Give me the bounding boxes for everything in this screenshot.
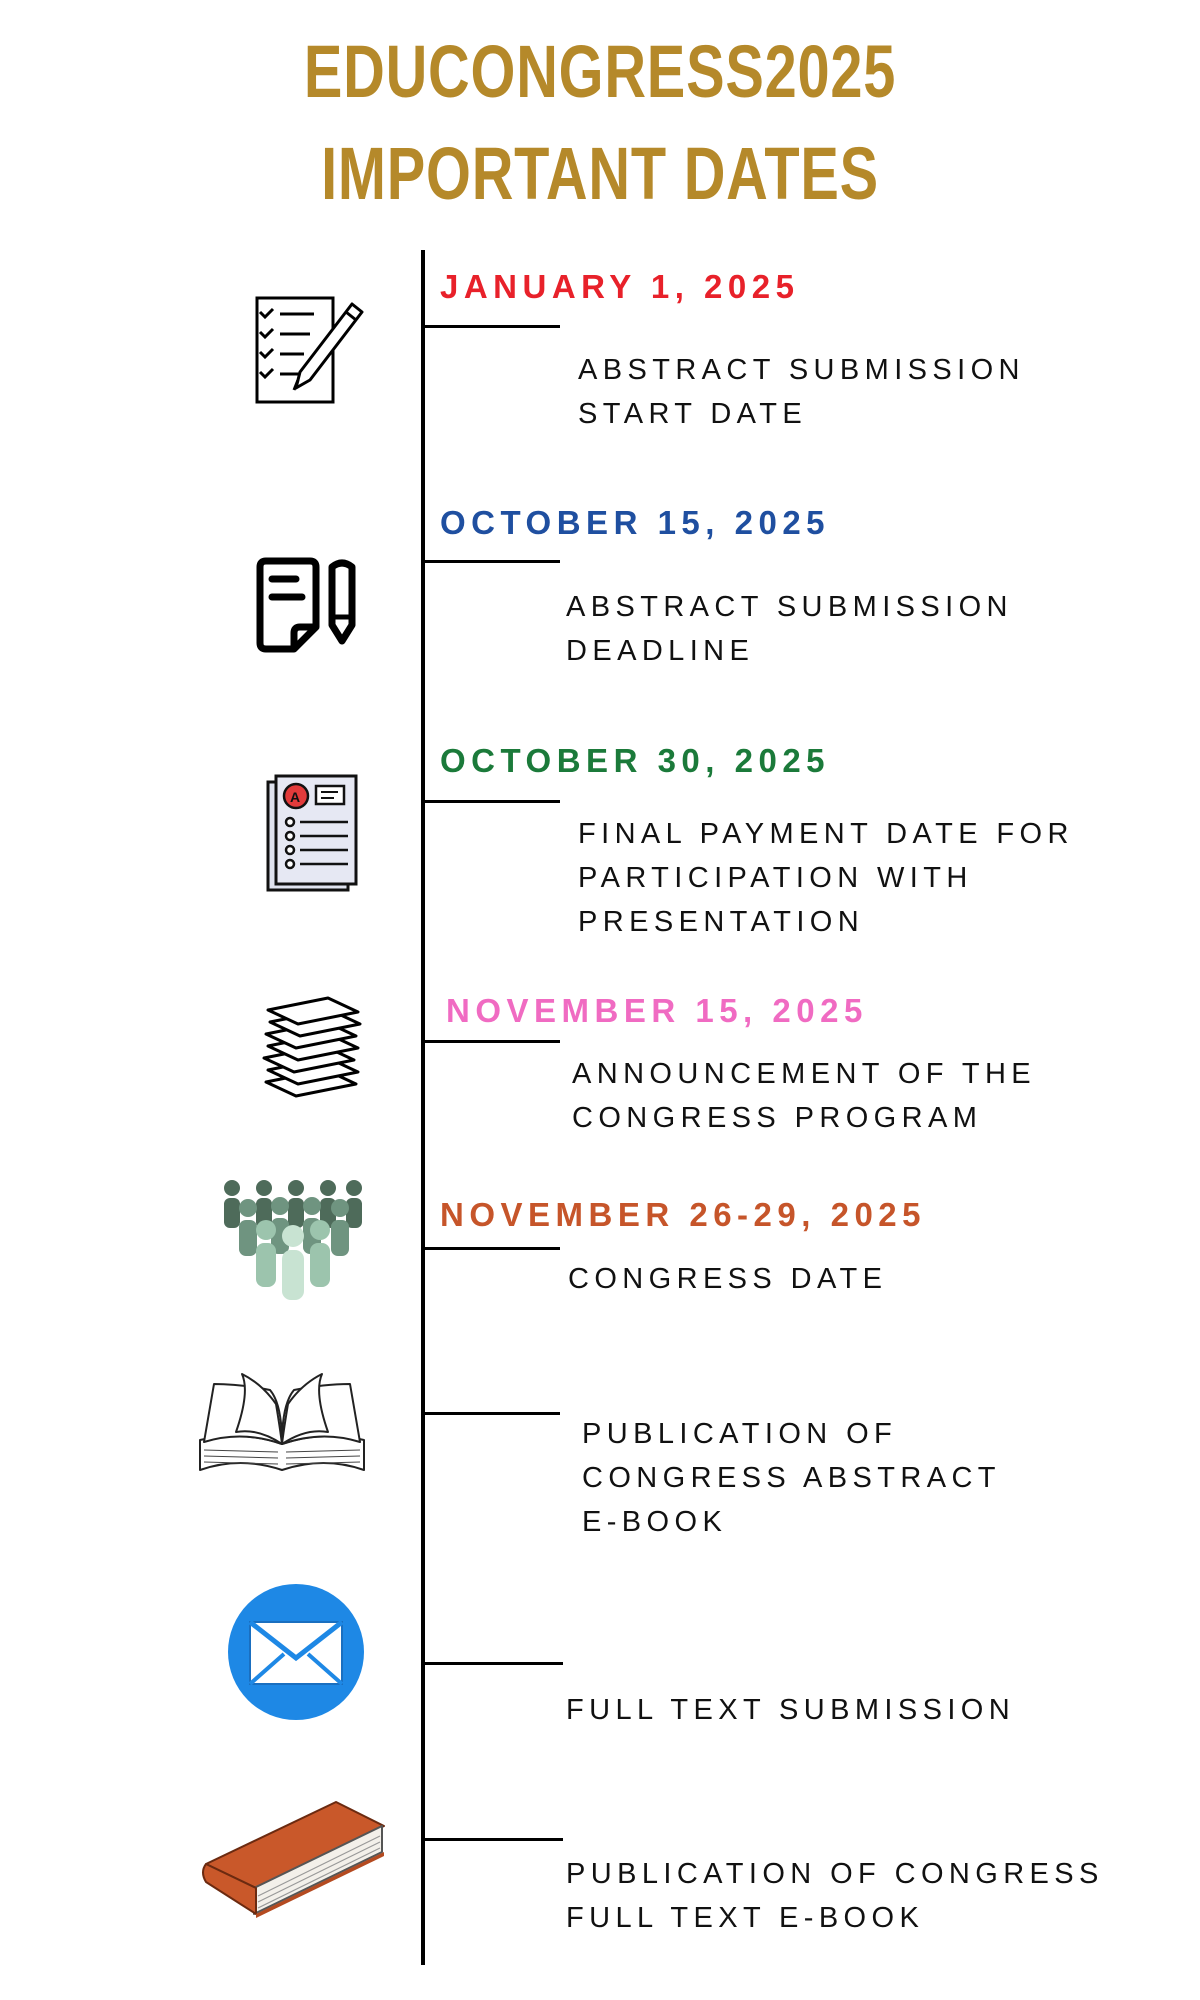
timeline-tick bbox=[425, 800, 560, 803]
timeline-date: OCTOBER 30, 2025 bbox=[440, 742, 831, 779]
checklist-pen-icon bbox=[252, 292, 370, 406]
timeline-description: ABSTRACT SUBMISSION DEADLINE bbox=[566, 591, 1013, 667]
timeline-tick bbox=[425, 325, 560, 328]
timeline-description: PUBLICATION OF CONGRESS FULL TEXT E-BOOK bbox=[566, 1858, 1104, 1934]
svg-text:A: A bbox=[290, 789, 301, 805]
timeline-description: ABSTRACT SUBMISSION START DATE bbox=[578, 354, 1025, 430]
timeline-tick bbox=[425, 1040, 560, 1043]
timeline-date: OCTOBER 15, 2025 bbox=[440, 504, 831, 541]
envelope-icon bbox=[226, 1582, 366, 1722]
timeline-description: FINAL PAYMENT DATE FOR PARTICIPATION WITH PRESENTATION bbox=[578, 818, 1074, 938]
open-book-icon bbox=[196, 1372, 368, 1476]
timeline-tick bbox=[425, 1412, 560, 1415]
notepad-pencil-icon bbox=[252, 555, 364, 659]
timeline-tick bbox=[425, 1662, 563, 1665]
graded-report-icon bbox=[264, 772, 364, 894]
timeline-description: ANNOUNCEMENT OF THE CONGRESS PROGRAM bbox=[572, 1058, 1037, 1134]
timeline-tick bbox=[425, 1247, 560, 1250]
timeline-tick bbox=[425, 560, 560, 563]
timeline-description: PUBLICATION OF CONGRESS ABSTRACT E-BOOK bbox=[582, 1418, 1001, 1538]
page-title-line-2: IMPORTANT DATES bbox=[321, 132, 879, 215]
page-title-line-1: EDUCONGRESS2025 bbox=[303, 30, 897, 113]
timeline-tick bbox=[425, 1838, 563, 1841]
timeline-date: NOVEMBER 15, 2025 bbox=[446, 992, 868, 1029]
timeline-description: CONGRESS DATE bbox=[568, 1263, 888, 1295]
timeline-date: JANUARY 1, 2025 bbox=[440, 268, 800, 305]
timeline-date: NOVEMBER 26-29, 2025 bbox=[440, 1196, 927, 1233]
timeline-description: FULL TEXT SUBMISSION bbox=[566, 1694, 1016, 1726]
crowd-icon bbox=[220, 1176, 366, 1304]
closed-book-icon bbox=[196, 1792, 390, 1926]
timeline-axis bbox=[421, 250, 425, 1965]
paper-stack-icon bbox=[256, 990, 368, 1102]
